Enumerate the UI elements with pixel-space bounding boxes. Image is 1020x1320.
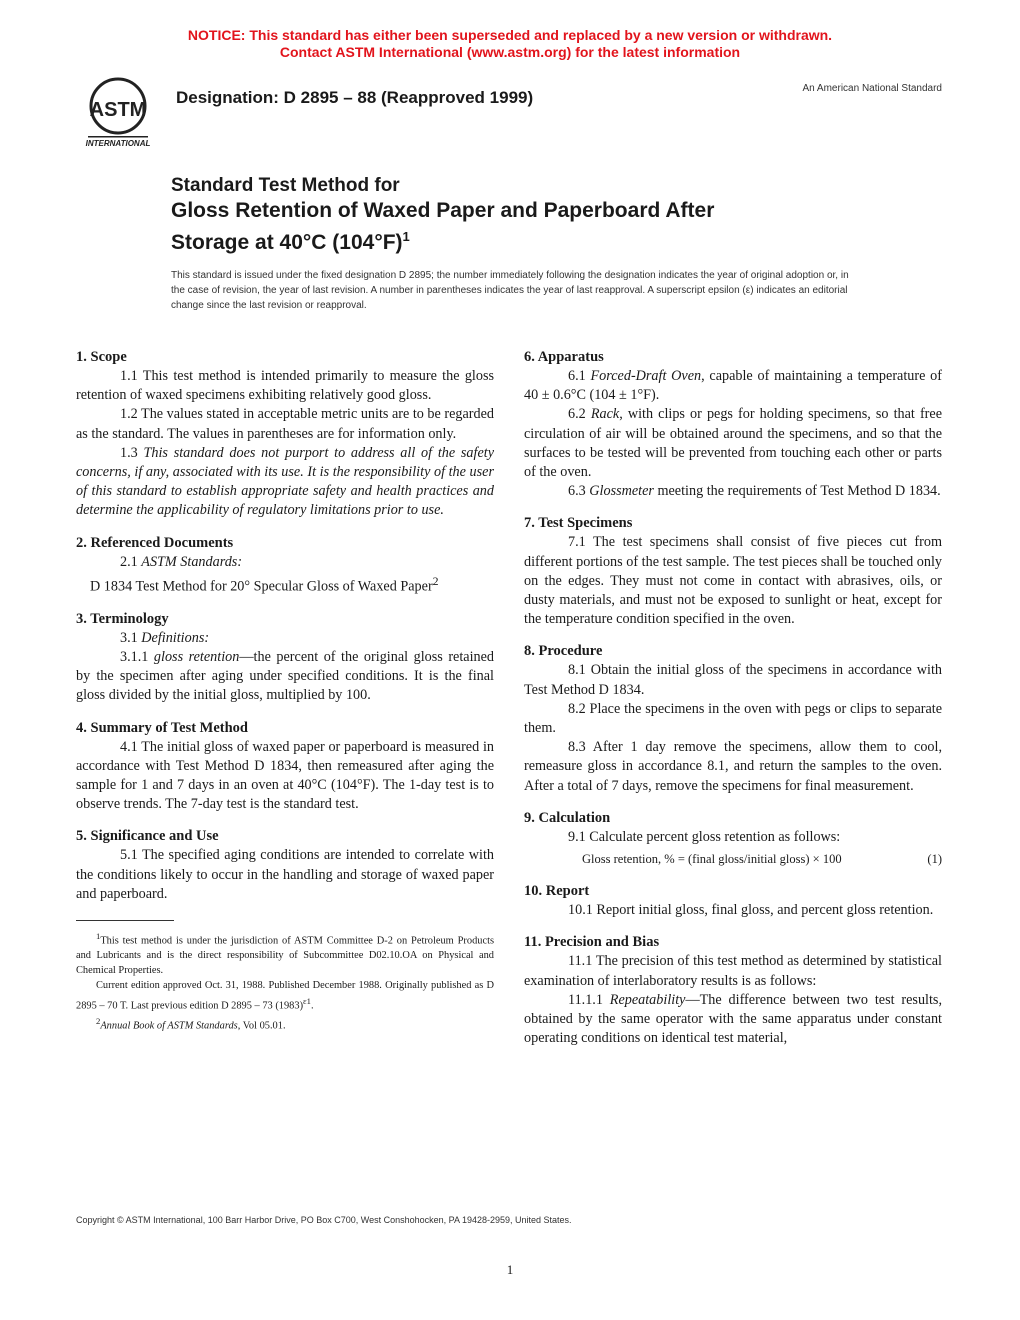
paragraph-8-2: 8.2 Place the specimens in the oven with pegs or clips to separate them. (524, 700, 942, 737)
paragraph-8-1: 8.1 Obtain the initial gloss of the specimens in accordance with Test Method D 1834. (524, 662, 942, 698)
designation: Designation: D 2895 – 88 (Reapproved 1999) (176, 88, 534, 107)
equation-1 (524, 850, 942, 869)
title-line-2: Gloss Retention of Waxed Paper and Paperboard After (171, 199, 715, 222)
paragraph-8-3: 8.3 After 1 day remove the specimens, allow them to cool, remeasure gloss in accordance 8.1, and return the samples to the oven. After a total of 7 days, remove the specimens for final measurement. (524, 739, 942, 794)
section-heading-report: 10. Report (524, 883, 590, 900)
american-national-standard: An American National Standard (802, 83, 942, 94)
paragraph-9-1: 9.1 Calculate percent gloss retention as follows: (568, 828, 841, 845)
paragraph-6-1: 6.1 Forced-Draft Oven, capable of maintaining a temperature of 40 ± 0.6°C (104 ± 1°F). (524, 368, 942, 404)
title-line-1: Standard Test Method for (171, 175, 400, 196)
paragraph-3-1: 3.1 Definitions: (120, 629, 210, 646)
svg-text:INTERNATIONAL: INTERNATIONAL (85, 139, 151, 148)
paragraph-4-1: 4.1 The initial gloss of waxed paper or paperboard is measured in accordance with Test Method D 1834, then remeasured after aging the sample for 1 and 7 days in an oven at 40°C (104°F). The 1-day test is to observe trends. The 7-day test is the standard test. (76, 738, 494, 813)
section-heading-calculation: 9. Calculation (524, 809, 611, 826)
paragraph-1-3: 1.3 This standard does not purport to address all of the safety concerns, if any, associated with its use. It is the responsibility of the user of this standard to establish appropriate safety and health practices and determine the applicability of regulatory limitations prior to use. (76, 444, 494, 519)
svg-text:ASTM: ASTM (89, 99, 147, 121)
section-heading-procedure: 8. Procedure (524, 643, 603, 660)
copyright-notice: Copyright © ASTM International, 100 Barr Harbor Drive, PO Box C700, West Conshohocken, PA 19428-2959, United States. (76, 1215, 572, 1225)
paragraph-5-1: 5.1 The specified aging conditions are intended to correlate with the conditions likely to occur in the handling and storage of waxed paper and paperboard. (76, 847, 494, 902)
right-column (524, 347, 942, 1048)
left-column (76, 347, 494, 1034)
footnote-1: $^1$This test method is under the jurisdiction of ASTM Committee D-2 on Petroleum Products and Lubricants and is the direct responsibility of Subcommittee D02.10.OA on Physical and Chemical Properties. (76, 931, 494, 977)
section-heading-significance: 5. Significance and Use (76, 828, 219, 845)
page-number: 1 (506, 1262, 514, 1277)
paragraph-7-1: 7.1 The test specimens shall consist of five pieces cut from different portions of the test sample. The test pieces shall be touched only on the edges. They must not come in contact with abrasives, oils, or dusty materials, and must not be exposed to sunlight or heat, except for the temperature condition specified in the oven. (524, 534, 942, 628)
paragraph-6-3: 6.3 Glossmeter meeting the requirements of Test Method D 1834. (568, 483, 941, 500)
paragraph-1-2: 1.2 The values stated in acceptable metric units are to be regarded as the standard. The values in parentheses are for information only. (76, 406, 494, 442)
title-line-3: Storage at 40°C $(104^\circ F)^1$ (171, 229, 410, 254)
section-heading-scope: 1. Scope (76, 349, 127, 365)
paragraph-2-1: 2.1 ASTM Standards: (120, 553, 243, 570)
section-heading-apparatus: 6. Apparatus (524, 349, 604, 365)
paragraph-11-1-1: 11.1.1 Repeatability—The difference between two test results, obtained by the same operator with the same apparatus under constant operating conditions on identical test material, (524, 991, 942, 1047)
document-title (171, 174, 871, 256)
issuance-note: This standard is issued under the fixed designation D 2895; the number immediately following the designation indicates the year of original adoption or, in the case of revision, the year of last revision. A number in parentheses indicates the year of last reapproval. A superscript epsilon (ε) indicates an editorial change since the last revision or reapproval. (171, 270, 849, 311)
paragraph-6-2: 6.2 Rack, with clips or pegs for holding specimens, so that free circulation of air will be obtained around the specimens, and so that the surfaces to be tested will be prevented from touching each other or parts of the oven. (524, 406, 942, 481)
footnote-divider (76, 920, 174, 921)
notice-line-2: Contact ASTM International (www.astm.org) for the latest information (279, 44, 741, 60)
section-heading-precision-bias: 11. Precision and Bias (524, 934, 660, 951)
footnote-2: $^2$Annual Book of ASTM Standards, Vol 05.01. (96, 1015, 286, 1032)
section-heading-terminology: 3. Terminology (76, 610, 169, 627)
paragraph-3-1-1: 3.1.1 gloss retention—the percent of the original gloss retained by the specimen after aging under specified conditions. It is the final gloss divided by the initial gloss, multiplied by 100. (76, 648, 495, 704)
paragraph-10-1: 10.1 Report initial gloss, final gloss, and percent gloss retention. (568, 902, 934, 919)
equation-text: Gloss retention, % = (final gloss/initial gloss) × 100 (582, 852, 842, 867)
withdrawal-notice (0, 27, 1020, 61)
paragraph-1-1: 1.1 This test method is intended primarily to measure the gloss retention of waxed specimens exhibiting relatively good gloss. (76, 368, 494, 404)
title-footnote-ref: 1 (402, 229, 410, 244)
notice-line-1: NOTICE: This standard has either been superseded and replaced by a new version or withdrawn. (187, 27, 833, 43)
equation-number: (1) (927, 852, 942, 867)
footnote-1-edition: Current edition approved Oct. 31, 1988. Published December 1988. Originally published as D 2895 – 70 T. Last previous edition D 2895 – 73 $(1983)^{\varepsilon 1}$. (76, 979, 494, 1012)
paragraph-11-1: 11.1 The precision of this test method as determined by statistical examination of interlaboratory results is as follows: (524, 953, 942, 989)
reference-d1834: D 1834 Test Method for 20° Specular Gloss of Waxed Paper$^2$ (90, 573, 439, 595)
section-heading-referenced-documents: 2. Referenced Documents (76, 534, 234, 551)
section-heading-test-specimens: 7. Test Specimens (524, 515, 633, 532)
astm-logo (74, 76, 162, 150)
section-heading-summary: 4. Summary of Test Method (76, 719, 248, 736)
